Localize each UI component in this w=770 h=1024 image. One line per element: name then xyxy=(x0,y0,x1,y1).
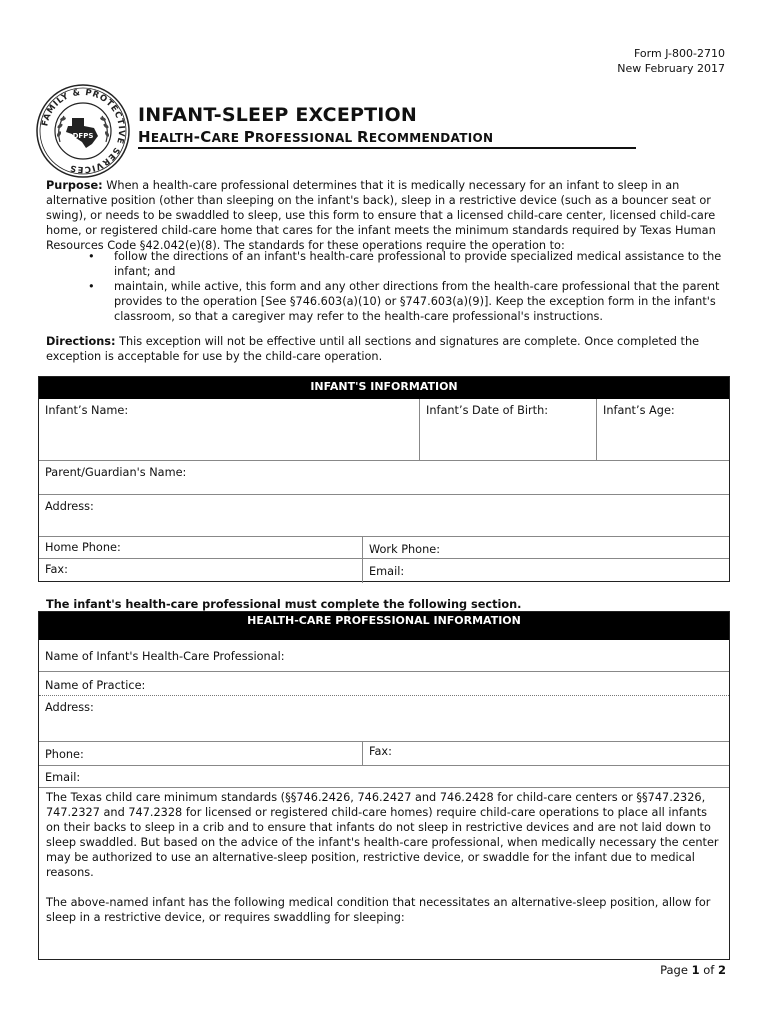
list-item: • follow the directions of an infant's health-care professional to provide specialized medical assistance to the infant; and xyxy=(88,250,722,278)
page-current: 1 xyxy=(691,963,700,977)
infant-information-table xyxy=(38,376,730,582)
hcp-phone-field[interactable]: Phone: xyxy=(45,748,84,761)
purpose-label: Purpose: xyxy=(46,179,103,192)
form-meta xyxy=(617,46,725,76)
infant-section-header: INFANT'S INFORMATION xyxy=(39,377,729,399)
list-item: • maintain, while active, this form and any other directions from the health-care professional that the parent provides to the operation [See §746.603(a)(10) or §747.603(a)(9)]. Keep the exception form in the infant's classroom, so that a caregiver may refer to the health-care professional's instructions. xyxy=(88,280,720,323)
form-date: New February 2017 xyxy=(617,62,725,75)
infant-name-row xyxy=(39,399,729,460)
directions-text: This exception will not be effective until all sections and signatures are complete. Once completed the exception is acceptable for use by the child-care operation. xyxy=(46,335,700,363)
infant-fax-field[interactable]: Fax: xyxy=(45,563,68,576)
infant-address-row xyxy=(39,494,729,536)
hcp-standards-row xyxy=(39,787,729,959)
infant-email-field[interactable]: Email: xyxy=(369,565,405,578)
practice-row xyxy=(39,671,729,695)
directions-label: Directions: xyxy=(46,335,116,348)
infant-address-field[interactable]: Address: xyxy=(45,500,94,513)
practice-name-field[interactable]: Name of Practice: xyxy=(45,679,146,692)
hcp-section-header: HEALTH-CARE PROFESSIONAL INFORMATION xyxy=(39,612,729,640)
hcp-instruction-note: The infant's health-care professional must complete the following section. xyxy=(46,598,522,611)
hcp-email-row xyxy=(39,765,729,787)
form-number: Form J-800-2710 xyxy=(634,47,725,60)
parent-name-field[interactable]: Parent/Guardian's Name: xyxy=(45,466,187,479)
medical-condition-prompt: The above-named infant has the following medical condition that necessitates an alternative-sleep position, allow for sleep in a restrictive device, or requires swaddling for sleeping: xyxy=(46,896,711,924)
phone-row xyxy=(39,536,729,558)
infant-age-field[interactable]: Infant’s Age: xyxy=(603,404,675,417)
home-phone-field[interactable]: Home Phone: xyxy=(45,541,121,554)
purpose-text: When a health-care professional determines that it is medically necessary for an infant to sleep in an alternative position (other than sleeping on the infant's back), sleep in a restrictive device (such as a bouncer seat or swing), or needs to be swaddled to sleep, use this form to ensure that a licensed child-care center, licensed child-care home, or registered child-care home that cares for the infant meets the minimum standards required by Texas Human Resources Code §42.042(e)(8). The standards for these operations require the operation to: xyxy=(46,179,716,252)
infant-name-field[interactable]: Infant’s Name: xyxy=(45,404,129,417)
page-subtitle: HEALTH-CARE PROFESSIONAL RECOMMENDATION xyxy=(138,128,494,146)
hcp-address-field[interactable]: Address: xyxy=(45,701,94,714)
medical-condition-field[interactable] xyxy=(39,916,729,959)
purpose-bullets xyxy=(84,249,730,324)
title-underline xyxy=(138,147,636,149)
seal-center-text: DFPS xyxy=(72,132,94,140)
hcp-phone-row xyxy=(39,741,729,765)
work-phone-field[interactable]: Work Phone: xyxy=(369,543,440,556)
infant-dob-field[interactable]: Infant’s Date of Birth: xyxy=(426,404,549,417)
hcp-email-field[interactable]: Email: xyxy=(45,771,81,784)
hcp-name-field[interactable]: Name of Infant's Health-Care Professional: xyxy=(45,650,285,663)
hcp-information-table xyxy=(38,611,730,960)
dfps-seal-logo xyxy=(36,84,130,178)
seal-ring-text: FAMILY & PROTECTIVE SERVICES xyxy=(40,87,127,175)
bullet-icon: • xyxy=(88,250,95,263)
page-title: INFANT-SLEEP EXCEPTION xyxy=(138,104,418,126)
purpose-paragraph xyxy=(46,178,730,253)
hcp-address-row xyxy=(39,695,729,741)
standards-text: The Texas child care minimum standards (§§746.2426, 746.2427 and 746.2428 for child-care centers or §§747.2326, 747.2327 and 747.2328 for licensed or registered child-care homes) require child-care operations to place all infants on their backs to sleep in a crib and to ensure that infants do not sleep in restrictive devices and are not laid down to sleep swaddled. But based on the advice of the infant's health-care professional, when medically necessary the center may be authorized to use an alternative-sleep position, restrictive device, or swaddle for the infant due to medical reasons. The above-named infant has the following medical condition that necessitates an alternative-sleep position, allow for sleep in a restrictive device, or requires swaddling for sleeping: xyxy=(46,790,722,925)
page-number: Page 1 of 2 xyxy=(660,963,726,977)
directions-paragraph xyxy=(46,334,730,364)
hcp-fax-field[interactable]: Fax: xyxy=(369,745,392,758)
hcp-name-row xyxy=(39,640,729,671)
parent-name-row xyxy=(39,460,729,494)
page-total: 2 xyxy=(717,963,726,977)
bullet-icon: • xyxy=(88,280,95,293)
fax-email-row xyxy=(39,558,729,581)
